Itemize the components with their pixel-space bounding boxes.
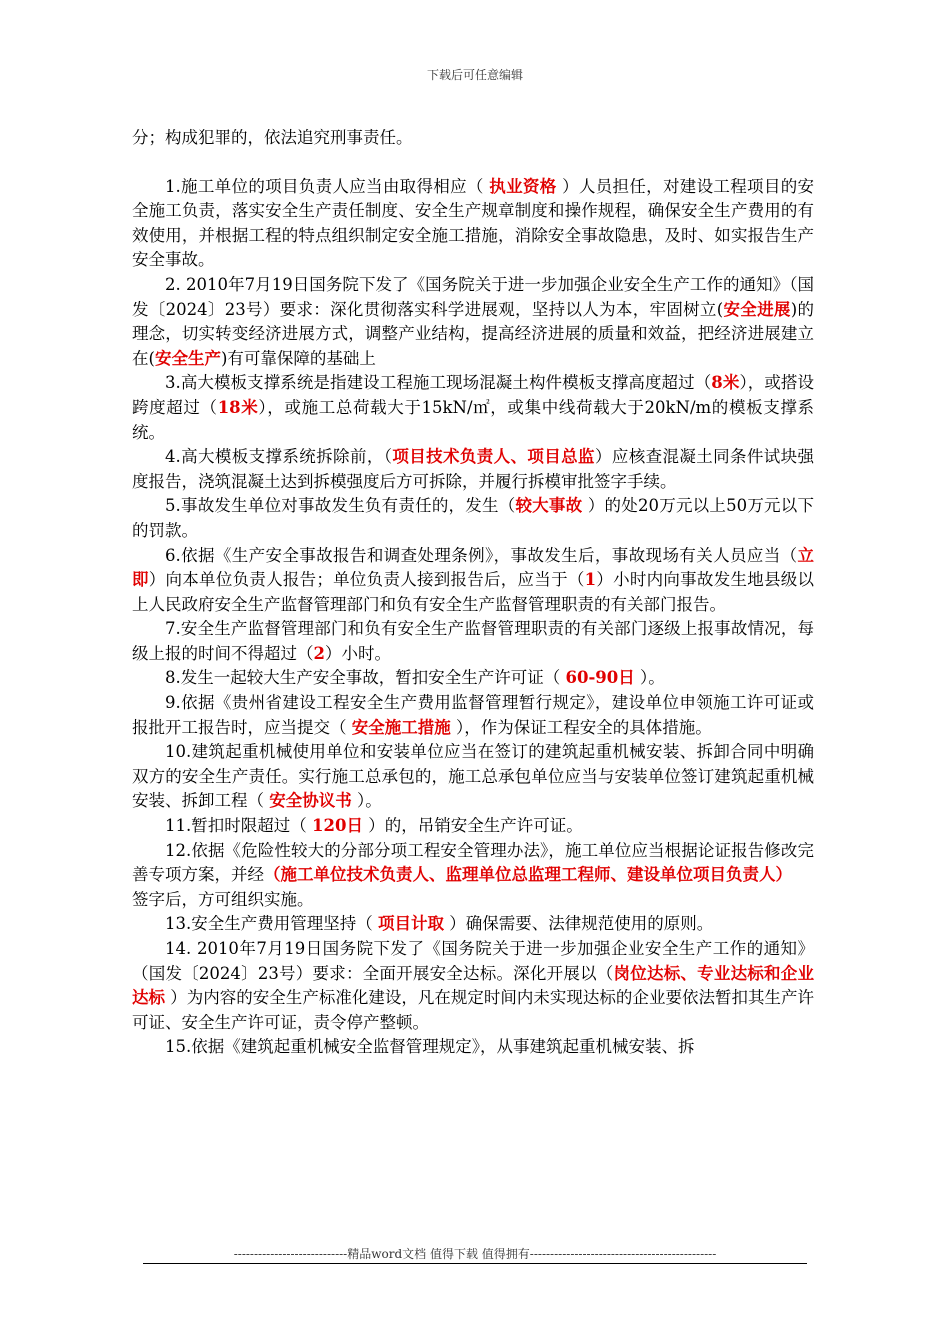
item-12-answer: （施工单位技术负责人、监理单位总监理工程师、建设单位项目负责人） [264,865,792,885]
item-2 [132,273,814,371]
item-2-answer-2: 安全生产 [154,348,221,368]
item-15-text: 15.依据《建筑起重机械安全监督管理规定》，从事建筑起重机械安装、拆 [165,1037,695,1057]
document-body [132,126,814,1060]
item-14-text: 14. 2010年7月19日国务院下发了《国务院关于进一步加强企业安全生产工作的通知》（国发〔2024〕23号）要求：全面开展安全达标。深化开展以（ [132,939,814,983]
item-2-text: 2. 2010年7月19日国务院下发了《国务院关于进一步加强企业安全生产工作的通知》（国发〔2024〕23号）要求：深化贯彻落实科学进展观，坚持以人为本，牢固树立( [132,274,814,319]
item-3 [132,371,814,445]
item-13-answer: 项目计取 [378,914,444,934]
item-11-text-2: ）的，吊销安全生产许可证。 [362,816,583,836]
item-6-text-3: ）小时内向事故发生地县级以上人民政府安全生产监督管理部门和负有安全生产监督管理职责的有关部门报告。 [132,570,815,614]
item-1-answer: 执业资格 [489,176,557,196]
item-5-text: 5.事故发生单位对事故发生负有责任的，发生（ [165,496,516,516]
item-9-text-2: ），作为保证工程安全的具体措施。 [450,717,712,737]
item-7 [132,617,814,666]
item-9-text: 9.依据《贵州省建设工程安全生产费用监督管理暂行规定》，建设单位申领施工许可证或报批开工报告时，应当提交（ [132,693,814,737]
page-header: 下载后可任意编辑 [426,68,523,82]
item-11-answer: 120日 [312,816,363,836]
item-8-text: 8.发生一起较大生产安全事故，暂扣安全生产许可证（ [165,668,566,688]
item-13 [132,912,814,937]
intro-paragraph: 分；构成犯罪的，依法追究刑事责任。 [132,128,413,147]
item-6-text: 6.依据《生产安全事故报告和调查处理条例》，事故发生后，事故现场有关人员应当（ [165,545,798,565]
item-11-text: 11.暂扣时限超过（ [165,816,312,836]
item-6-answer-2: 1 [584,570,597,590]
item-14-text-2: ）为内容的安全生产标准化建设，凡在规定时间内未实现达标的企业要依法暂扣其生产许可证、安全生产许可证，责令停产整顿。 [132,988,814,1032]
item-10-text: 10.建筑起重机械使用单位和安装单位应当在签订的建筑起重机械安装、拆卸合同中明确双方的安全生产责任。实行施工总承包的，施工总承包单位应当与安装单位签订建筑起重机械安装、拆卸工程（ [132,742,814,811]
page-footer: ----------------------------精品word文档 值得下载 值得拥有---------------------------------------------- [233,1247,717,1261]
item-2-answer: 安全进展 [723,299,791,319]
item-3-text-2: ），或搭设跨度超过（ [132,373,814,417]
item-14 [132,937,814,1035]
item-1 [132,175,814,273]
item-14-answer: 岗位达标、专业达标和企业达标 [132,963,814,1008]
footer-divider [143,1263,807,1264]
item-11 [132,814,814,839]
item-1-text-2: ）人员担任，对建设工程项目的安全施工负责，落实安全生产责任制度、安全生产规章制度和操作规程，确保安全生产费用的有效使用，并根据工程的特点组织制定安全施工措施，消除安全事故隐患，及时、如实报告生产安全事故。 [132,176,815,270]
item-3-text-3: ），或施工总荷载大于15kN/㎡，或集中线荷载大于20kN/m的模板支撑系统。 [132,397,814,442]
item-4-text: 4.高大模板支撑系统拆除前，（ [165,447,393,467]
item-4 [132,445,814,494]
item-8-text-2: ）。 [634,668,665,688]
item-5 [132,494,814,543]
item-3-answer-2: 18米 [217,397,259,417]
item-2-text-2: )的理念，切实转变经济进展方式，调整产业结构，提高经济进展的质量和效益，把经济进展建立在( [132,299,814,368]
item-12-continuation: 签字后，方可组织实施。 [132,889,314,909]
item-7-answer: 2 [313,643,325,663]
item-5-answer: 较大事故 [515,496,583,516]
item-4-answer: 项目技术负责人、项目总监 [392,447,595,467]
item-5-text-2: ）的处20万元以上50万元以下的罚款。 [132,496,815,540]
item-13-text: 13.安全生产费用管理坚持（ [165,914,378,934]
item-1-text: 1.施工单位的项目负责人应当由取得相应（ [165,176,490,196]
item-12 [132,839,814,888]
item-9 [132,691,814,740]
item-2-text-3: )有可靠保障的基础上 [220,348,376,368]
item-6-answer: 立即 [132,545,814,590]
item-8 [132,666,814,691]
item-10-text-2: ）。 [351,791,382,811]
item-10-answer: 安全协议书 [269,791,352,811]
item-7-text-2: ）小时。 [324,643,391,663]
item-10 [132,740,814,814]
item-6-text-2: ）向本单位负责人报告；单位负责人接到报告后，应当于（ [148,570,585,590]
item-8-answer: 60-90日 [565,668,635,688]
item-15 [132,1035,814,1060]
item-6 [132,544,814,618]
item-3-text: 3.高大模板支撑系统是指建设工程施工现场混凝土构件模板支撑高度超过（ [165,373,712,393]
item-9-answer: 安全施工措施 [351,717,451,737]
item-3-answer: 8米 [711,373,740,393]
item-7-text: 7.安全生产监督管理部门和负有安全生产监督管理职责的有关部门逐级上报事故情况，每级上报的时间不得超过（ [132,619,814,663]
item-4-text-2: ）应核查混凝土同条件试块强度报告，浇筑混凝土达到拆模强度后方可拆除，并履行拆模审批签字手续。 [132,447,815,491]
item-12-text: 12.依据《危险性较大的分部分项工程安全管理办法》，施工单位应当根据论证报告修改完善专项方案，并经 [132,840,814,885]
item-13-text-2: ）确保需要、法律规范使用的原则。 [444,914,714,934]
